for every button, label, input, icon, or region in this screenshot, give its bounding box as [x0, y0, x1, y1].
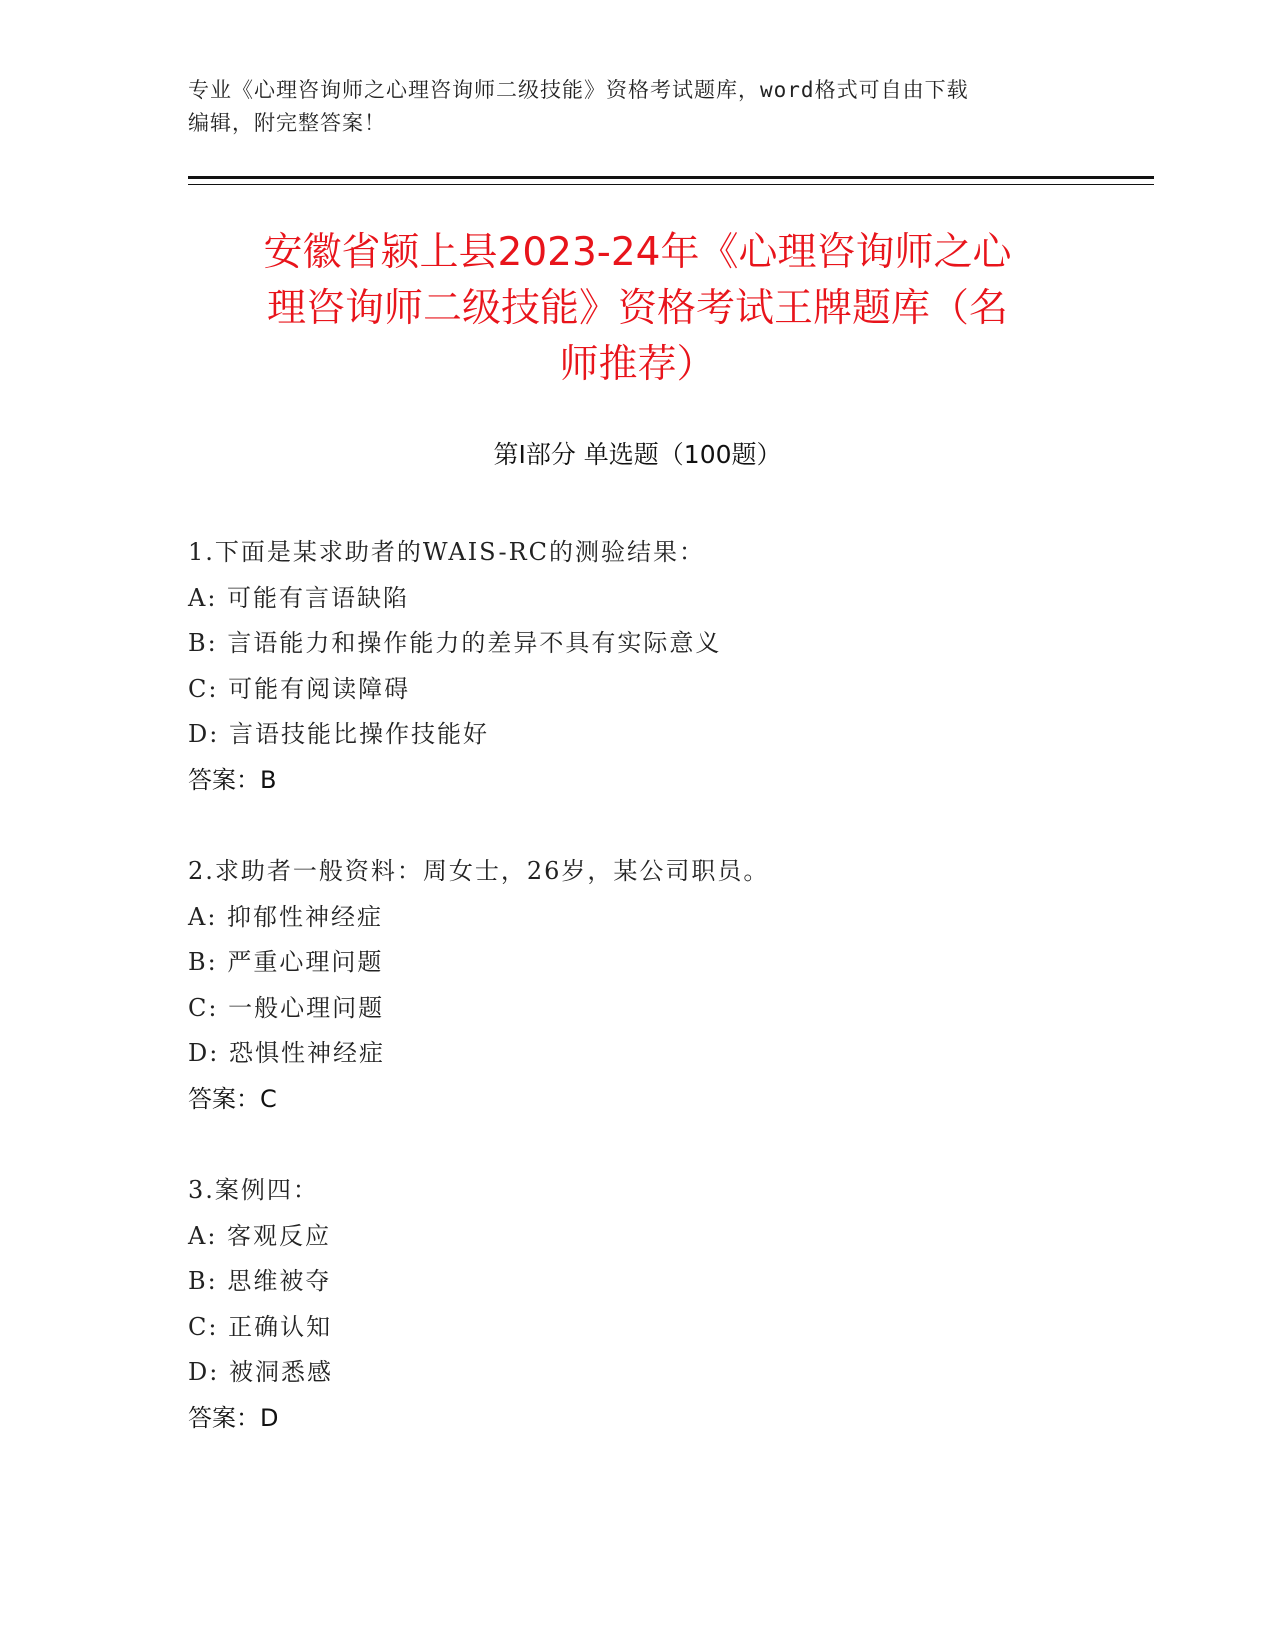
question-item	[188, 849, 1148, 1122]
answer: 答案：D	[188, 1403, 279, 1432]
question-stem: 1.下面是某求助者的WAIS-RC的测验结果：	[188, 538, 706, 566]
option-d: D: 被洞悉感	[188, 1358, 333, 1386]
header-divider-thin	[188, 184, 1154, 185]
header-note-line: 编辑，附完整答案！	[188, 111, 386, 135]
header-note-line: 专业《心理咨询师之心理咨询师二级技能》资格考试题库，word格式可自由下载	[188, 78, 969, 102]
option-b: B: 言语能力和操作能力的差异不具有实际意义	[188, 629, 722, 657]
option-c: C: 可能有阅读障碍	[188, 674, 411, 703]
option-a: A: 可能有言语缺陷	[188, 583, 410, 612]
question-list	[188, 530, 1148, 1487]
question-stem: 3.案例四：	[188, 1176, 319, 1204]
answer: 答案：C	[188, 1084, 277, 1113]
option-c: C: 一般心理问题	[188, 993, 385, 1022]
option-b: B: 思维被夺	[188, 1267, 332, 1295]
header-divider-thick	[188, 176, 1154, 179]
section-title: 第Ⅰ部分 单选题（100题）	[493, 440, 782, 469]
option-a: A: 抑郁性神经症	[188, 902, 384, 931]
document-title	[180, 225, 1095, 393]
option-b: B: 严重心理问题	[188, 948, 384, 976]
option-d: D: 恐惧性神经症	[188, 1039, 385, 1067]
question-stem: 2.求助者一般资料：周女士，26岁，某公司职员。	[188, 857, 770, 885]
header-note	[188, 74, 1068, 140]
option-a: A: 客观反应	[188, 1221, 332, 1250]
answer: 答案：B	[188, 765, 277, 794]
title-line: 安徽省颍上县2023-24年《心理咨询师之心	[263, 230, 1012, 275]
option-d: D: 言语技能比操作技能好	[188, 720, 489, 748]
title-line: 师推荐）	[559, 342, 716, 387]
option-c: C: 正确认知	[188, 1312, 333, 1341]
question-item	[188, 1168, 1148, 1441]
question-item	[188, 530, 1148, 803]
title-line: 理咨询师二级技能》资格考试王牌题库（名	[266, 286, 1008, 331]
